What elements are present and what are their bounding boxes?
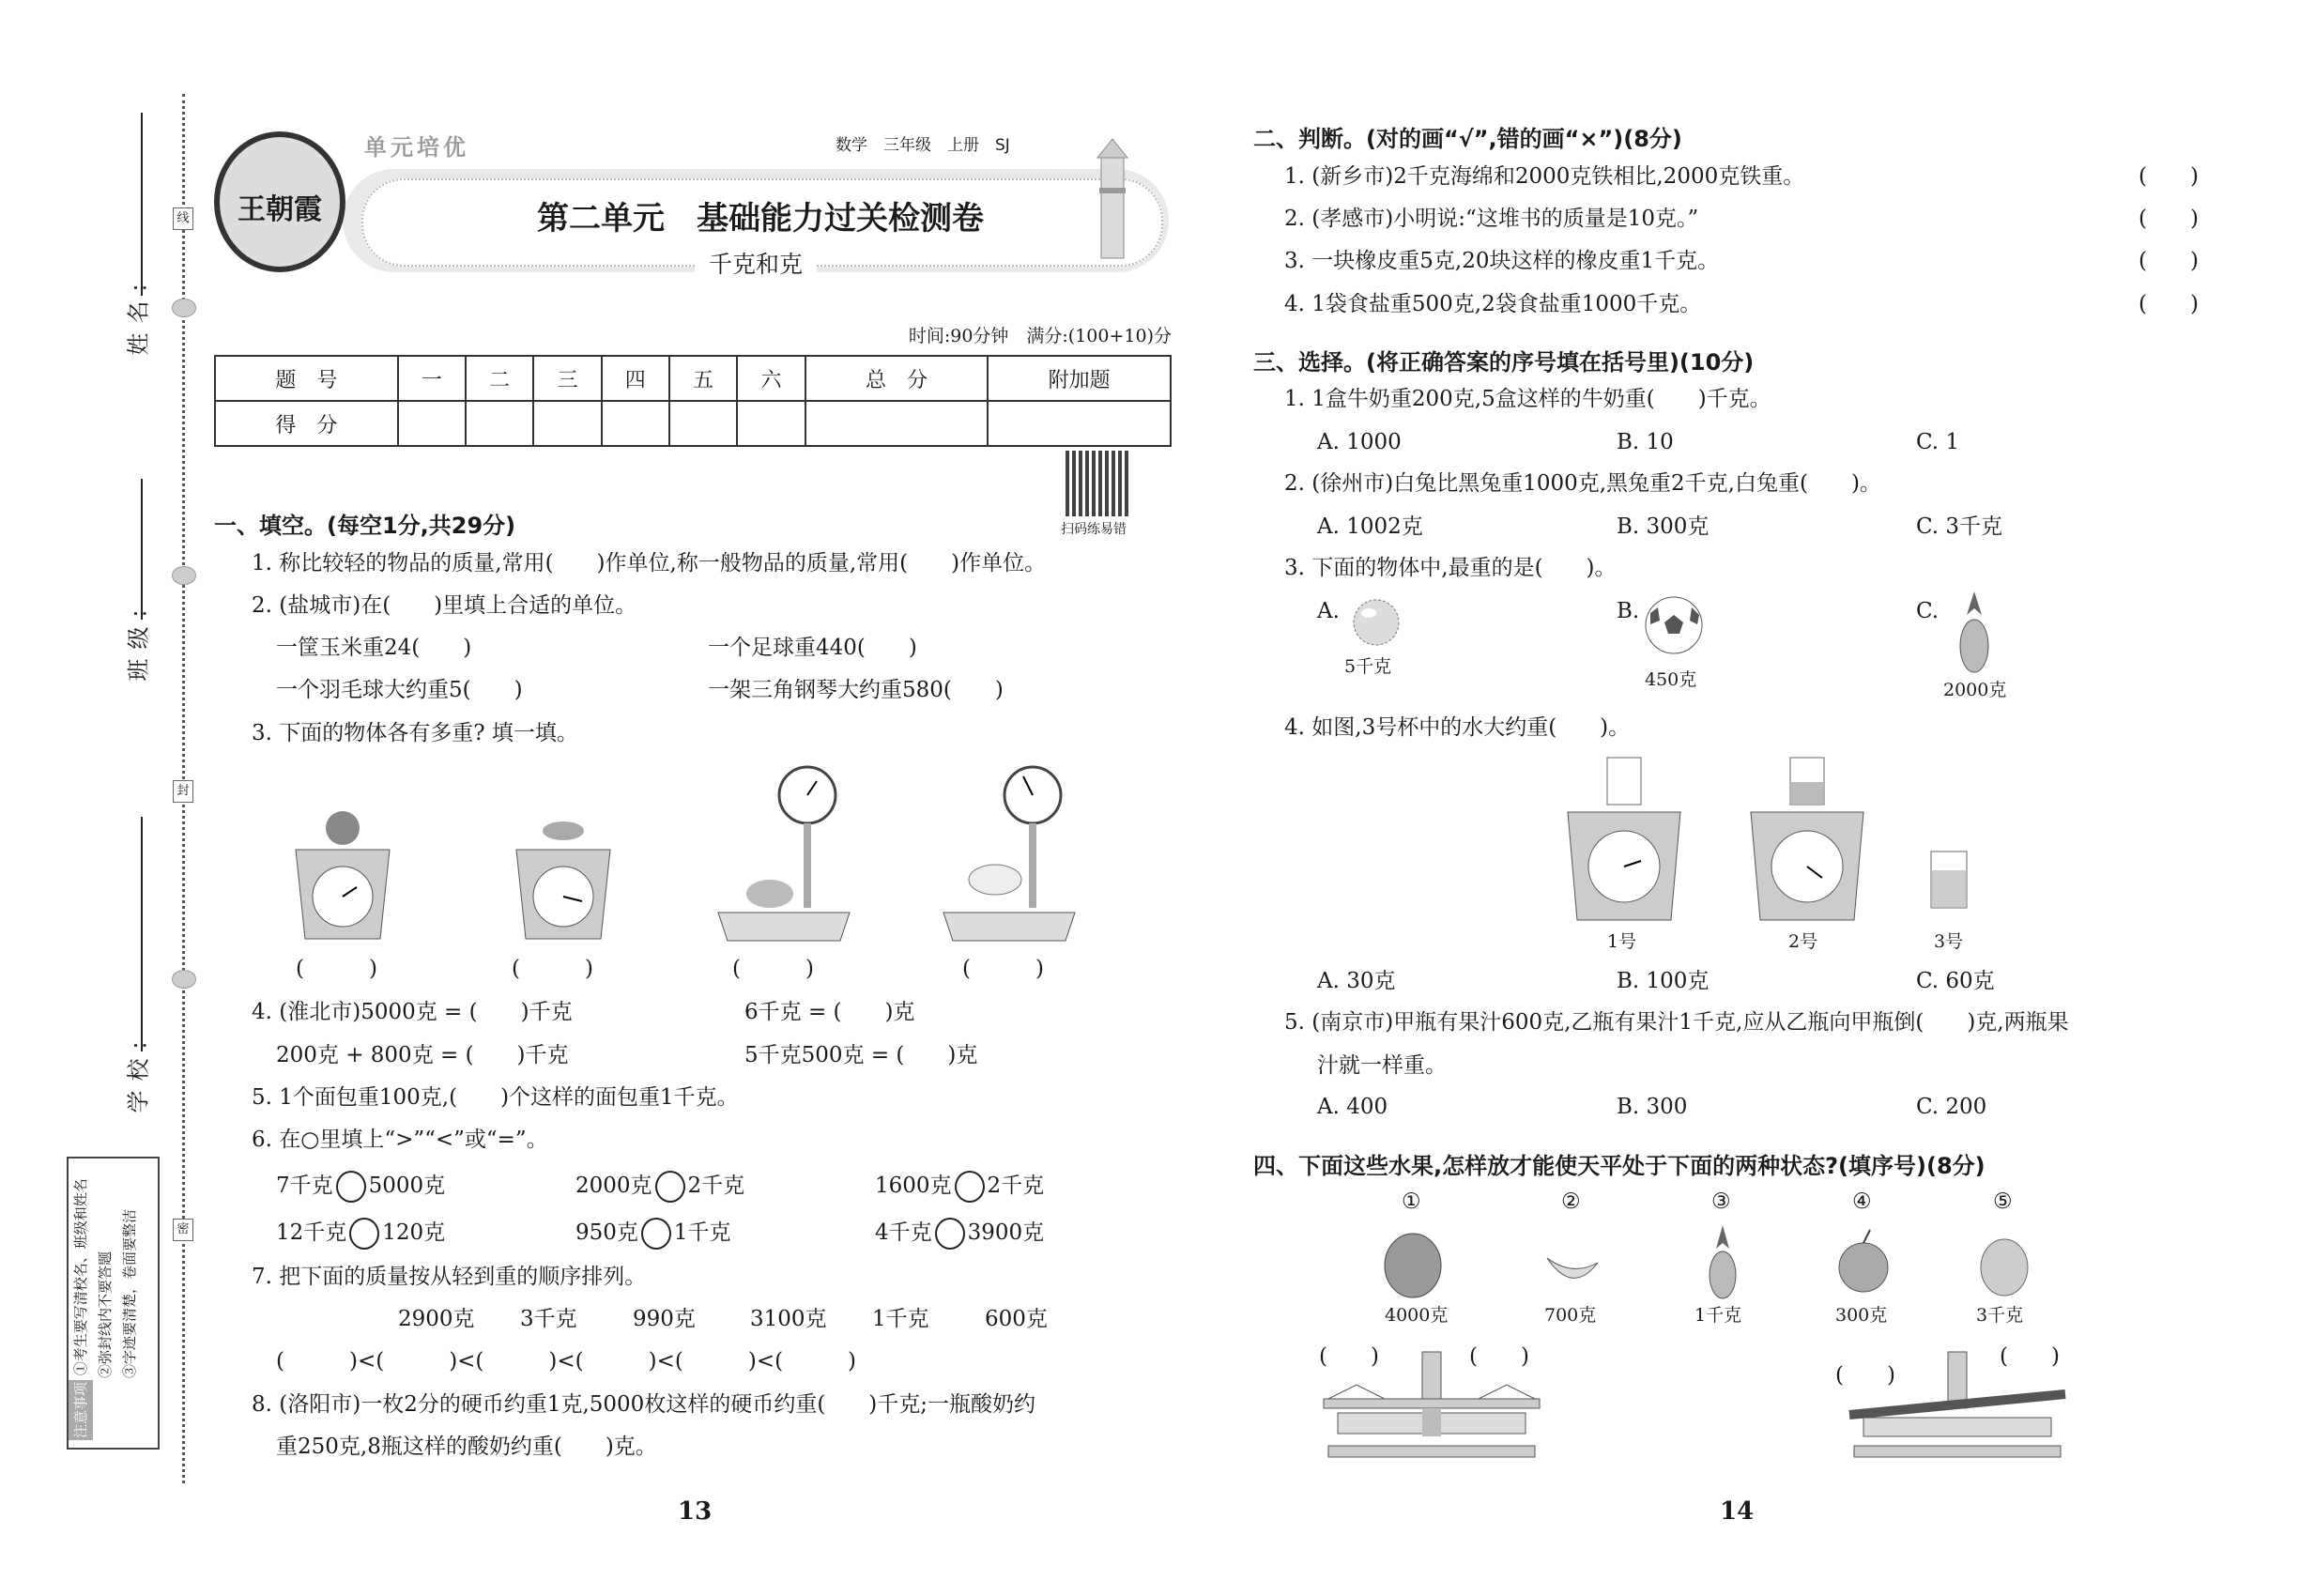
brand-logo [214, 131, 345, 272]
kitchen-scale-fish [502, 807, 624, 944]
class-label: 班级: [125, 600, 152, 682]
choice-question: 1. 1盒牛奶重200克,5盒这样的牛奶重( )千克。 [1284, 387, 1771, 411]
question-1-1: 1. 称比较轻的物品的质量,常用( )作单位,称一般物品的质量,常用( )作单位。 [252, 551, 1047, 575]
q4-item: 200克 + 800克 = ( )千克 [276, 1043, 569, 1067]
q3-blank[interactable]: ( ) [296, 957, 377, 981]
judge-item: 4. 1袋食盐重500克,2袋食盐重1000千克。 [1284, 292, 1702, 316]
question-1-8-cont: 重250克,8瓶这样的酸奶约重( )克。 [276, 1435, 657, 1459]
compare-item [875, 1171, 1044, 1203]
compare-item [575, 1171, 744, 1203]
cup-3 [1929, 850, 1970, 911]
option-b[interactable]: B. 10 [1617, 430, 1674, 454]
name-field[interactable] [141, 113, 143, 296]
question-1-2: 2. (盐城市)在( )里填上合适的单位。 [252, 593, 637, 618]
balance-right-blank[interactable]: ( ) [2000, 1344, 2060, 1369]
question-1-7: 7. 把下面的质量按从轻到重的顺序排列。 [252, 1265, 647, 1289]
coin-icon [172, 970, 196, 989]
qr-label: 扫码练易错 [1061, 522, 1127, 537]
q7-value: 990克 [633, 1307, 696, 1331]
option-c[interactable]: C. 200 [1916, 1095, 1987, 1119]
compare-left: 2000克 [575, 1174, 652, 1198]
qr-code[interactable] [1066, 451, 1131, 516]
banana-icon [1540, 1220, 1605, 1300]
header-cell: 一 [398, 356, 466, 401]
judge-item: 2. (孝感市)小明说:“这堆书的质量是10克。” [1284, 207, 1699, 231]
compare-circle[interactable] [655, 1171, 685, 1203]
notice-title: 注意事项 [69, 1380, 93, 1440]
judge-blank[interactable]: ( ) [2139, 164, 2199, 189]
time-info: 时间:90分钟 满分:(100+10)分 [908, 326, 1172, 346]
compare-circle[interactable] [336, 1171, 366, 1203]
weight-label: 5千克 [1344, 656, 1392, 677]
compare-left: 12千克 [276, 1220, 347, 1245]
weight-label: 2000克 [1943, 680, 2007, 700]
q2-item: 一架三角钢琴大约重580( ) [708, 678, 1004, 702]
judge-blank[interactable]: ( ) [2139, 292, 2199, 316]
option-b[interactable]: B. 100克 [1617, 969, 1710, 993]
option-b[interactable]: B. [1617, 599, 1640, 623]
compare-left: 950克 [575, 1220, 638, 1245]
platform-scale-dog [713, 762, 854, 950]
choice-question: 3. 下面的物体中,最重的是( )。 [1284, 556, 1617, 580]
scale-cup-2 [1741, 756, 1873, 925]
judge-item: 1. (新乡市)2千克海绵和2000克铁相比,2000克铁重。 [1284, 164, 1805, 189]
balance-left-blank[interactable]: ( ) [1319, 1344, 1379, 1369]
q2-item: 一个羽毛球大约重5( ) [276, 678, 523, 702]
compare-item [575, 1218, 731, 1250]
watermelon-icon [1380, 1220, 1446, 1300]
option-a[interactable]: A. [1317, 599, 1340, 623]
section1-title: 一、填空。(每空1分,共29分) [214, 513, 516, 539]
option-c[interactable]: C. [1916, 599, 1940, 623]
page-number: 14 [1720, 1497, 1755, 1526]
q3-blank[interactable]: ( ) [732, 957, 814, 981]
judge-blank[interactable]: ( ) [2139, 249, 2199, 273]
balance-right-blank[interactable]: ( ) [1469, 1344, 1529, 1369]
header-cell: 附加题 [988, 356, 1171, 401]
row-label: 得 分 [215, 401, 398, 446]
fruit-weight: 1千克 [1694, 1305, 1742, 1326]
option-b[interactable]: B. 300克 [1617, 514, 1710, 539]
header-cell: 六 [737, 356, 805, 401]
fruit-number: ⑤ [1993, 1189, 2013, 1214]
compare-item [276, 1171, 445, 1203]
fruit-number: ③ [1711, 1189, 1731, 1214]
q2-item: 一筐玉米重24( ) [276, 636, 472, 660]
option-c[interactable]: C. 1 [1916, 430, 1960, 454]
weight-label: 450克 [1645, 669, 1697, 690]
section2-title: 二、判断。(对的画“√”,错的画“×”)(8分) [1253, 126, 1682, 152]
q7-value: 3100克 [750, 1307, 827, 1331]
score-cell[interactable] [988, 401, 1171, 446]
fruit-weight: 300克 [1835, 1305, 1888, 1326]
seal-mark-mi: 密 [173, 1219, 193, 1241]
compare-circle[interactable] [955, 1171, 985, 1203]
score-cell[interactable] [533, 401, 601, 446]
coin-icon [172, 299, 196, 317]
compare-circle[interactable] [935, 1218, 965, 1250]
compare-right: 2千克 [987, 1174, 1045, 1198]
fruit-number: ② [1561, 1189, 1581, 1214]
option-a[interactable]: A. 1002克 [1317, 514, 1423, 539]
question-1-8: 8. (洛阳市)一枚2分的硬币约重1克,5000枚这样的硬币约重( )千克;一瓶酸奶约 [252, 1392, 1036, 1417]
fruit-number: ④ [1852, 1189, 1872, 1214]
fruit-weight: 700克 [1544, 1305, 1597, 1326]
page-number: 13 [678, 1497, 713, 1526]
q4-item: 5千克500克 = ( )克 [744, 1043, 978, 1067]
compare-left: 4千克 [875, 1220, 932, 1245]
score-cell[interactable] [398, 401, 466, 446]
score-cell[interactable] [737, 401, 805, 446]
compare-circle[interactable] [641, 1218, 671, 1250]
pineapple-icon [1955, 591, 1993, 676]
melon-icon [1971, 1220, 2037, 1300]
notice-item: ③字迹要清楚，卷面要整洁 [121, 1208, 138, 1378]
choice-question: 2. (徐州市)白兔比黑兔重1000克,黑兔重2千克,白兔重( )。 [1284, 471, 1881, 496]
cup-label: 2号 [1788, 931, 1818, 952]
compare-item [875, 1218, 1044, 1250]
header-cell: 五 [669, 356, 737, 401]
q3-blank[interactable]: ( ) [962, 957, 1044, 981]
choice-question: 5. (南京市)甲瓶有果汁600克,乙瓶有果汁1千克,应从乙瓶向甲瓶倒( )克,两瓶果 [1284, 1010, 2069, 1035]
q3-blank[interactable]: ( ) [512, 957, 593, 981]
question-1-6: 6. 在○里填上“>”“<”或“=”。 [252, 1128, 548, 1152]
platform-scale-goat [939, 762, 1080, 950]
pineapple-icon [1690, 1220, 1756, 1300]
fruit-weight: 3千克 [1976, 1305, 2024, 1326]
table-row [215, 356, 1171, 401]
score-cell[interactable] [602, 401, 669, 446]
header-cell: 题 号 [215, 356, 398, 401]
ball-icon [1350, 596, 1403, 649]
series-label: 单元培优 [364, 134, 469, 161]
header-cell: 三 [533, 356, 601, 401]
q2-item: 一个足球重440( ) [708, 636, 917, 660]
table-row [215, 401, 1171, 446]
kitchen-scale-basketball [282, 807, 404, 944]
option-c[interactable]: C. 3千克 [1916, 514, 2003, 539]
balance-left-blank[interactable]: ( ) [1835, 1363, 1895, 1388]
score-cell[interactable] [669, 401, 737, 446]
section3-title: 三、选择。(将正确答案的序号填在括号里)(10分) [1253, 349, 1755, 376]
soccer-ball-icon [1643, 594, 1705, 656]
brand-name: 王朝霞 [238, 193, 322, 226]
header-cell: 总 分 [805, 356, 989, 401]
apple-icon [1831, 1220, 1896, 1300]
compare-right: 120克 [382, 1220, 446, 1245]
q4-item: 6千克 = ( )克 [744, 1000, 915, 1024]
q7-value: 1千克 [872, 1307, 929, 1331]
notice-item: ②弥封线内不要答题 [97, 1251, 114, 1378]
choice-question: 4. 如图,3号杯中的水大约重( )。 [1284, 715, 1631, 740]
compare-right: 1千克 [673, 1220, 731, 1245]
q7-values [398, 1305, 1048, 1333]
q7-value: 2900克 [398, 1307, 475, 1331]
notice-item: ①考生要写清校名、班级和姓名 [72, 1178, 89, 1376]
seal-mark-feng: 封 [173, 780, 193, 803]
scale-cup-1 [1558, 756, 1690, 925]
compare-left: 7千克 [276, 1174, 333, 1198]
question-1-3: 3. 下面的物体各有多重? 填一填。 [252, 721, 578, 745]
header-cell: 二 [466, 356, 533, 401]
page-title: 第二单元 基础能力过关检测卷 [537, 200, 984, 238]
book-meta: 数学 三年级 上册 SJ [836, 136, 1010, 155]
option-a[interactable]: A. 30克 [1317, 969, 1396, 993]
school-field[interactable] [141, 817, 143, 1051]
option-a[interactable]: A. 400 [1317, 1095, 1388, 1119]
compare-right: 5000克 [368, 1174, 446, 1198]
name-label: 姓名: [125, 274, 152, 356]
fruit-weight: 4000克 [1385, 1305, 1449, 1326]
compare-right: 2千克 [687, 1174, 745, 1198]
page-subtitle: 千克和克 [695, 246, 817, 280]
compare-left: 1600克 [875, 1174, 952, 1198]
q7-value: 3千克 [520, 1307, 577, 1331]
compare-circle[interactable] [349, 1218, 379, 1250]
score-cell[interactable] [805, 401, 989, 446]
compare-right: 3900克 [967, 1220, 1045, 1245]
q7-value: 600克 [985, 1307, 1048, 1331]
choice-question-cont: 汁就一样重。 [1317, 1053, 1447, 1078]
option-a[interactable]: A. 1000 [1317, 430, 1402, 454]
seal-mark-xian: 线 [173, 207, 193, 230]
school-label: 学校: [125, 1032, 152, 1113]
cup-label: 3号 [1934, 931, 1964, 952]
class-field[interactable] [141, 479, 143, 620]
notice-box [67, 1157, 160, 1450]
fruit-number: ① [1402, 1189, 1421, 1214]
score-cell[interactable] [466, 401, 533, 446]
score-table [214, 355, 1172, 447]
judge-blank[interactable]: ( ) [2139, 207, 2199, 231]
section4-title: 四、下面这些水果,怎样放才能使天平处于下面的两种状态?(填序号)(8分) [1253, 1153, 1986, 1179]
question-1-5: 5. 1个面包重100克,( )个这样的面包重1千克。 [252, 1085, 739, 1110]
q4-item: 4. (淮北市)5000克 = ( )千克 [252, 1000, 573, 1024]
compare-item [276, 1218, 445, 1250]
option-c[interactable]: C. 60克 [1916, 969, 1995, 993]
q7-order-blanks[interactable]: ( )<( )<( )<( )<( )<( ) [276, 1349, 857, 1373]
cup-label: 1号 [1607, 931, 1637, 952]
judge-item: 3. 一块橡皮重5克,20块这样的橡皮重1千克。 [1284, 249, 1720, 273]
coin-icon [172, 566, 196, 585]
option-b[interactable]: B. 300 [1617, 1095, 1688, 1119]
header-cell: 四 [602, 356, 669, 401]
